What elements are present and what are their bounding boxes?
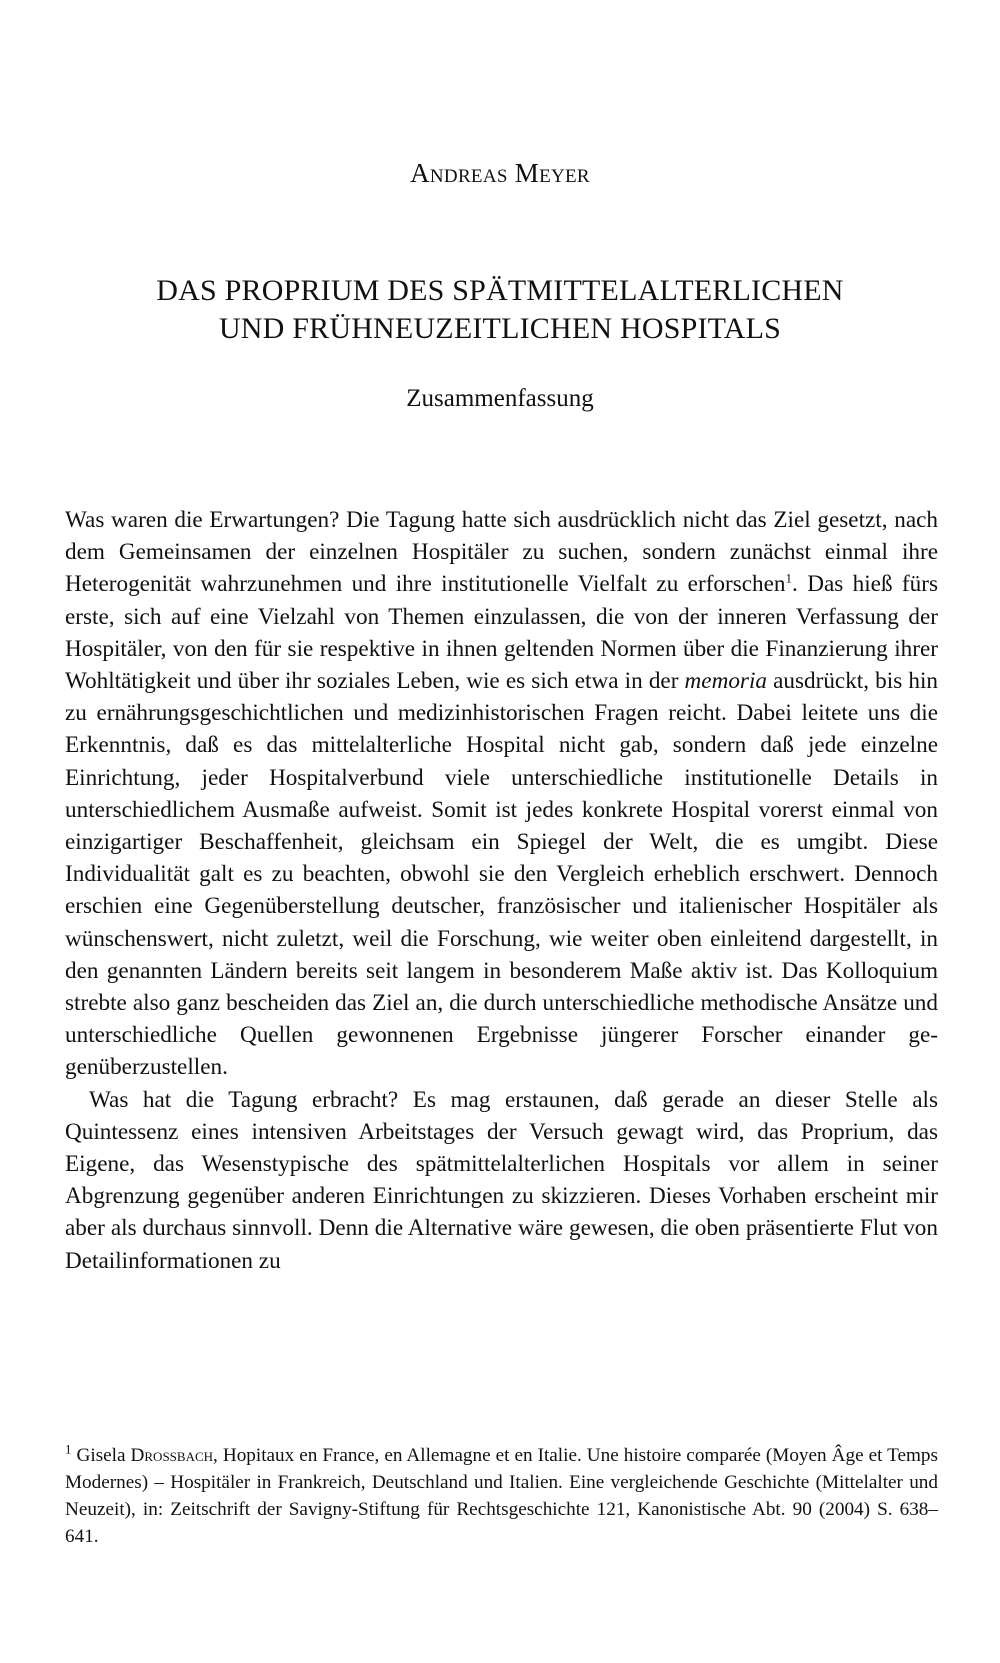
paragraph-1-part-c: ausdrückt, bis hin zu ernährungsgeschichtlichen und medizinhistorischen Fragen reicht. Dabei leitete uns die Erkenntnis, daß es das mittelalterliche Hospital nicht gab, sondern daß jede einzelne Einrichtung, jeder Hospitalverbund viele unterschiedliche institutionelle Details in unterschiedlichem Ausmaße aufweist. Somit ist jedes konkrete Hospital vorerst einmal von einzigartiger Beschaffenheit, gleichsam ein Spiegel der Welt, die es umgibt. Diese Individualität galt es zu beachten, obwohl sie den Vergleich erheblich erschwert. Dennoch erschien eine Gegenüberstellung deutscher, französischer und italienischer Hospitäler als wünschenswert, nicht zuletzt, weil die Forschung, wie weiter oben einleitend dargestellt, in den genannten Ländern bereits seit langem in besonderem Maße aktiv ist. Das Kolloquium strebte also ganz bescheiden das Ziel an, die durch unterschiedliche methodische Ansätze und unterschiedliche Quellen gewonnenen Ergebnisse jüngerer Forscher einander gegenüberzustellen.	[65, 668, 938, 1081]
paragraph-2: Was hat die Tagung erbracht? Es mag erstaunen, daß gerade an dieser Stelle als Quintessenz eines intensiven Arbeitstages der Versuch gewagt wird, das Proprium, das Eigene, das Wesenstypische des spätmittelalterlichen Hospitals vor allem in seiner Abgrenzung gegenüber anderen Einrichtungen zu skizzieren. Dieses Vorhaben erscheint mir aber als durchaus sinnvoll. Denn die Alternative wäre gewesen, die oben präsentierte Flut von Detailinformationen zu	[65, 1086, 938, 1274]
paragraph-1-part-b: . Das hieß fürs erste, sich auf eine Vielzahl von Themen einzulassen, die von der inneren Verfassung der Hospitäler, von den für sie respektive in ihnen geltenden Normen über die Finanzierung ihrer Wohltätigkeit und über ihr soziales Leben, wie es sich etwa in der	[65, 571, 938, 695]
footnote-text-b: , Hopitaux en France, en Allemagne et en Italie. Une histoire comparée (Moyen Âge et Temps Modernes) – Hospitäler in Frankreich, Deutschland und Italien. Eine vergleichende Geschichte (Mittelalter und Neuzeit), in: Zeitschrift der Savigny-Stiftung für Rechtsgeschichte 121, Kanonistische Abt. 90 (2004) S. 638–641.	[65, 1445, 938, 1547]
paragraph-1	[65, 504, 938, 1084]
title-line-2: UND FRÜHNEUZEITLICHEN HOSPITALS	[218, 312, 782, 345]
footnote-1	[65, 1442, 938, 1550]
author-name: Andreas Meyer	[410, 158, 590, 188]
footnote-number: 1	[65, 1441, 72, 1457]
article-subtitle: Zusammenfassung	[406, 385, 594, 412]
article-title	[0, 272, 1000, 348]
title-line-1: DAS PROPRIUM DES SPÄTMITTELALTERLICHEN	[156, 274, 844, 307]
paragraph-1-part-a: Was waren die Erwartungen? Die Tagung hatte sich ausdrücklich nicht das Ziel gesetzt, nach dem Gemeinsamen der einzelnen Hospitäler zu suchen, sondern zunächst einmal ihre Heterogenität wahrzunehmen und ihre institutionelle Vielfalt zu erforschen	[65, 507, 938, 598]
footnote-text-a: Gisela	[71, 1445, 131, 1466]
footnote-area	[65, 1442, 938, 1550]
italic-term: memoria	[684, 668, 767, 695]
footnote-reference: 1	[785, 570, 793, 586]
body-text	[65, 504, 938, 1277]
footnote-author: Drossbach	[130, 1445, 214, 1466]
